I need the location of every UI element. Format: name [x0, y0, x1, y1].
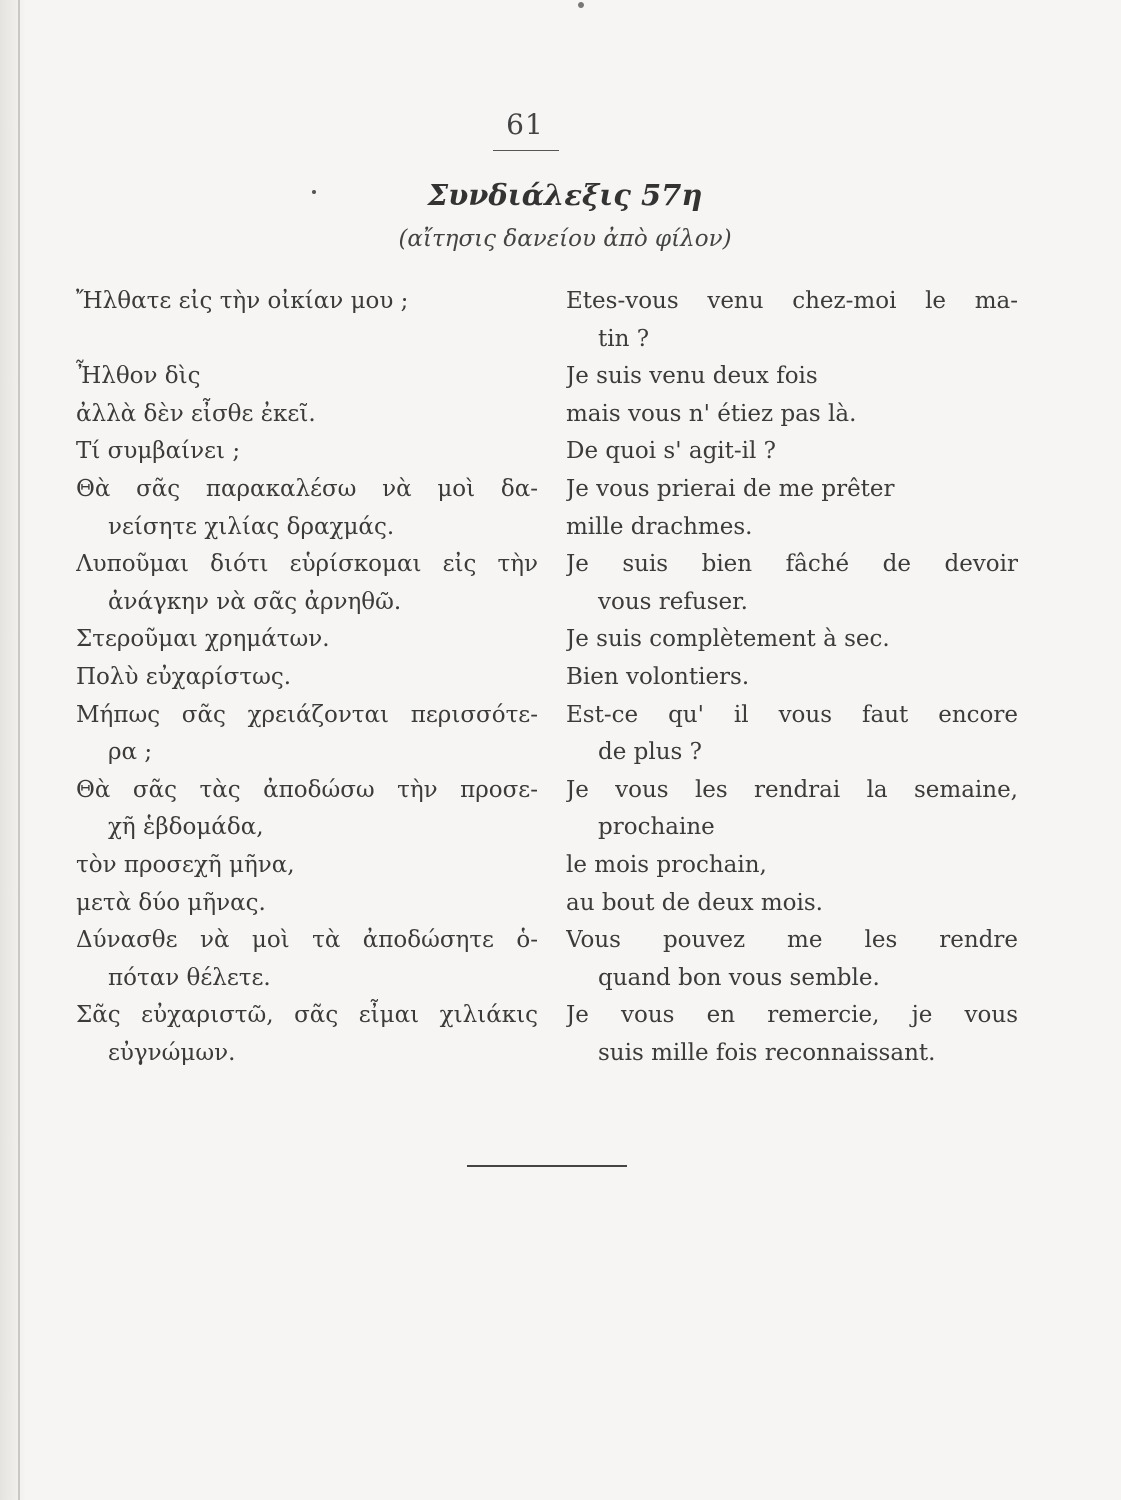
- french-line: suis mille fois reconnaissant.: [598, 1039, 936, 1066]
- french-column: [566, 283, 1018, 1072]
- greek-line: Θὰ σᾶς παρακαλέσω νὰ μοὶ δα-: [76, 475, 538, 502]
- french-line: Je vous les rendrai la semaine,: [566, 776, 1018, 803]
- french-line: tin ?: [598, 325, 650, 352]
- greek-line: Ἦλθον δὶς: [76, 363, 201, 390]
- page-number: 61: [506, 108, 544, 141]
- greek-line: Ἤλθατε εἰς τὴν οἰκίαν μου ;: [76, 288, 409, 314]
- greek-line: ρα ;: [108, 739, 153, 766]
- greek-line: Τί συμβαίνει ;: [76, 438, 241, 465]
- french-line: Est-ce qu' il vous faut encore: [566, 701, 1018, 728]
- dialogue-title: Συνδιάλεξις 57η: [427, 178, 703, 212]
- french-line: Etes-vous venu chez-moi le ma-: [566, 288, 1018, 314]
- french-line: au bout de deux mois.: [566, 889, 823, 916]
- greek-line: Στεροῦμαι χρημάτων.: [76, 626, 330, 653]
- greek-line: τὸν προσεχῆ μῆνα,: [76, 851, 295, 878]
- greek-line: Λυποῦμαι διότι εὑρίσκομαι εἰς τὴν: [76, 551, 538, 578]
- greek-line: ἀνάγκην νὰ σᾶς ἀρνηθῶ.: [108, 588, 402, 615]
- page-number-rule: [493, 150, 559, 151]
- greek-line: ἀλλὰ δὲν εἶσθε ἐκεῖ.: [76, 400, 316, 427]
- dialogue-subtitle: (αἴτησις δανείου ἀπὸ φίλον): [398, 226, 732, 252]
- greek-line: Σᾶς εὐχαριστῶ, σᾶς εἶμαι χιλιάκις: [76, 1002, 538, 1029]
- greek-line: νείσητε χιλίας δραχμάς.: [108, 513, 395, 540]
- greek-line: Μήπως σᾶς χρειάζονται περισσότε-: [76, 701, 538, 728]
- french-line: Bien volontiers.: [566, 663, 750, 690]
- greek-line: [76, 321, 538, 359]
- greek-line: Δύνασθε νὰ μοὶ τὰ ἀποδώσητε ὁ-: [76, 927, 538, 954]
- french-line: Je vous prierai de me prêter: [566, 475, 895, 502]
- french-line: mille drachmes.: [566, 513, 753, 540]
- binding-edge: [0, 0, 26, 1500]
- greek-line: εὐγνώμων.: [108, 1039, 236, 1066]
- french-line: Je suis complètement à sec.: [566, 626, 890, 653]
- french-line: prochaine: [598, 814, 715, 841]
- greek-line: Θὰ σᾶς τὰς ἀποδώσω τὴν προσε-: [76, 776, 538, 803]
- french-line: vous refuser.: [598, 588, 748, 615]
- end-rule: [467, 1165, 627, 1167]
- greek-column: [76, 283, 538, 1072]
- french-line: le mois prochain,: [566, 851, 767, 878]
- greek-line: χῆ ἑβδομάδα,: [108, 814, 264, 841]
- ink-dot: [578, 2, 584, 8]
- french-line: Vous pouvez me les rendre: [566, 927, 1018, 954]
- french-line: quand bon vous semble.: [598, 964, 880, 991]
- french-line: mais vous n' étiez pas là.: [566, 400, 857, 427]
- french-line: Je suis venu deux fois: [566, 363, 818, 390]
- french-line: Je vous en remercie, je vous: [566, 1002, 1018, 1029]
- french-line: de plus ?: [598, 739, 702, 766]
- greek-line: μετὰ δύο μῆνας.: [76, 889, 266, 916]
- french-line: De quoi s' agit-il ?: [566, 438, 777, 465]
- binding-line: [18, 0, 20, 1500]
- greek-line: Πολὺ εὐχαρίστως.: [76, 663, 292, 690]
- french-line: Je suis bien fâché de devoir: [566, 551, 1018, 578]
- greek-line: πόταν θέλετε.: [108, 964, 271, 991]
